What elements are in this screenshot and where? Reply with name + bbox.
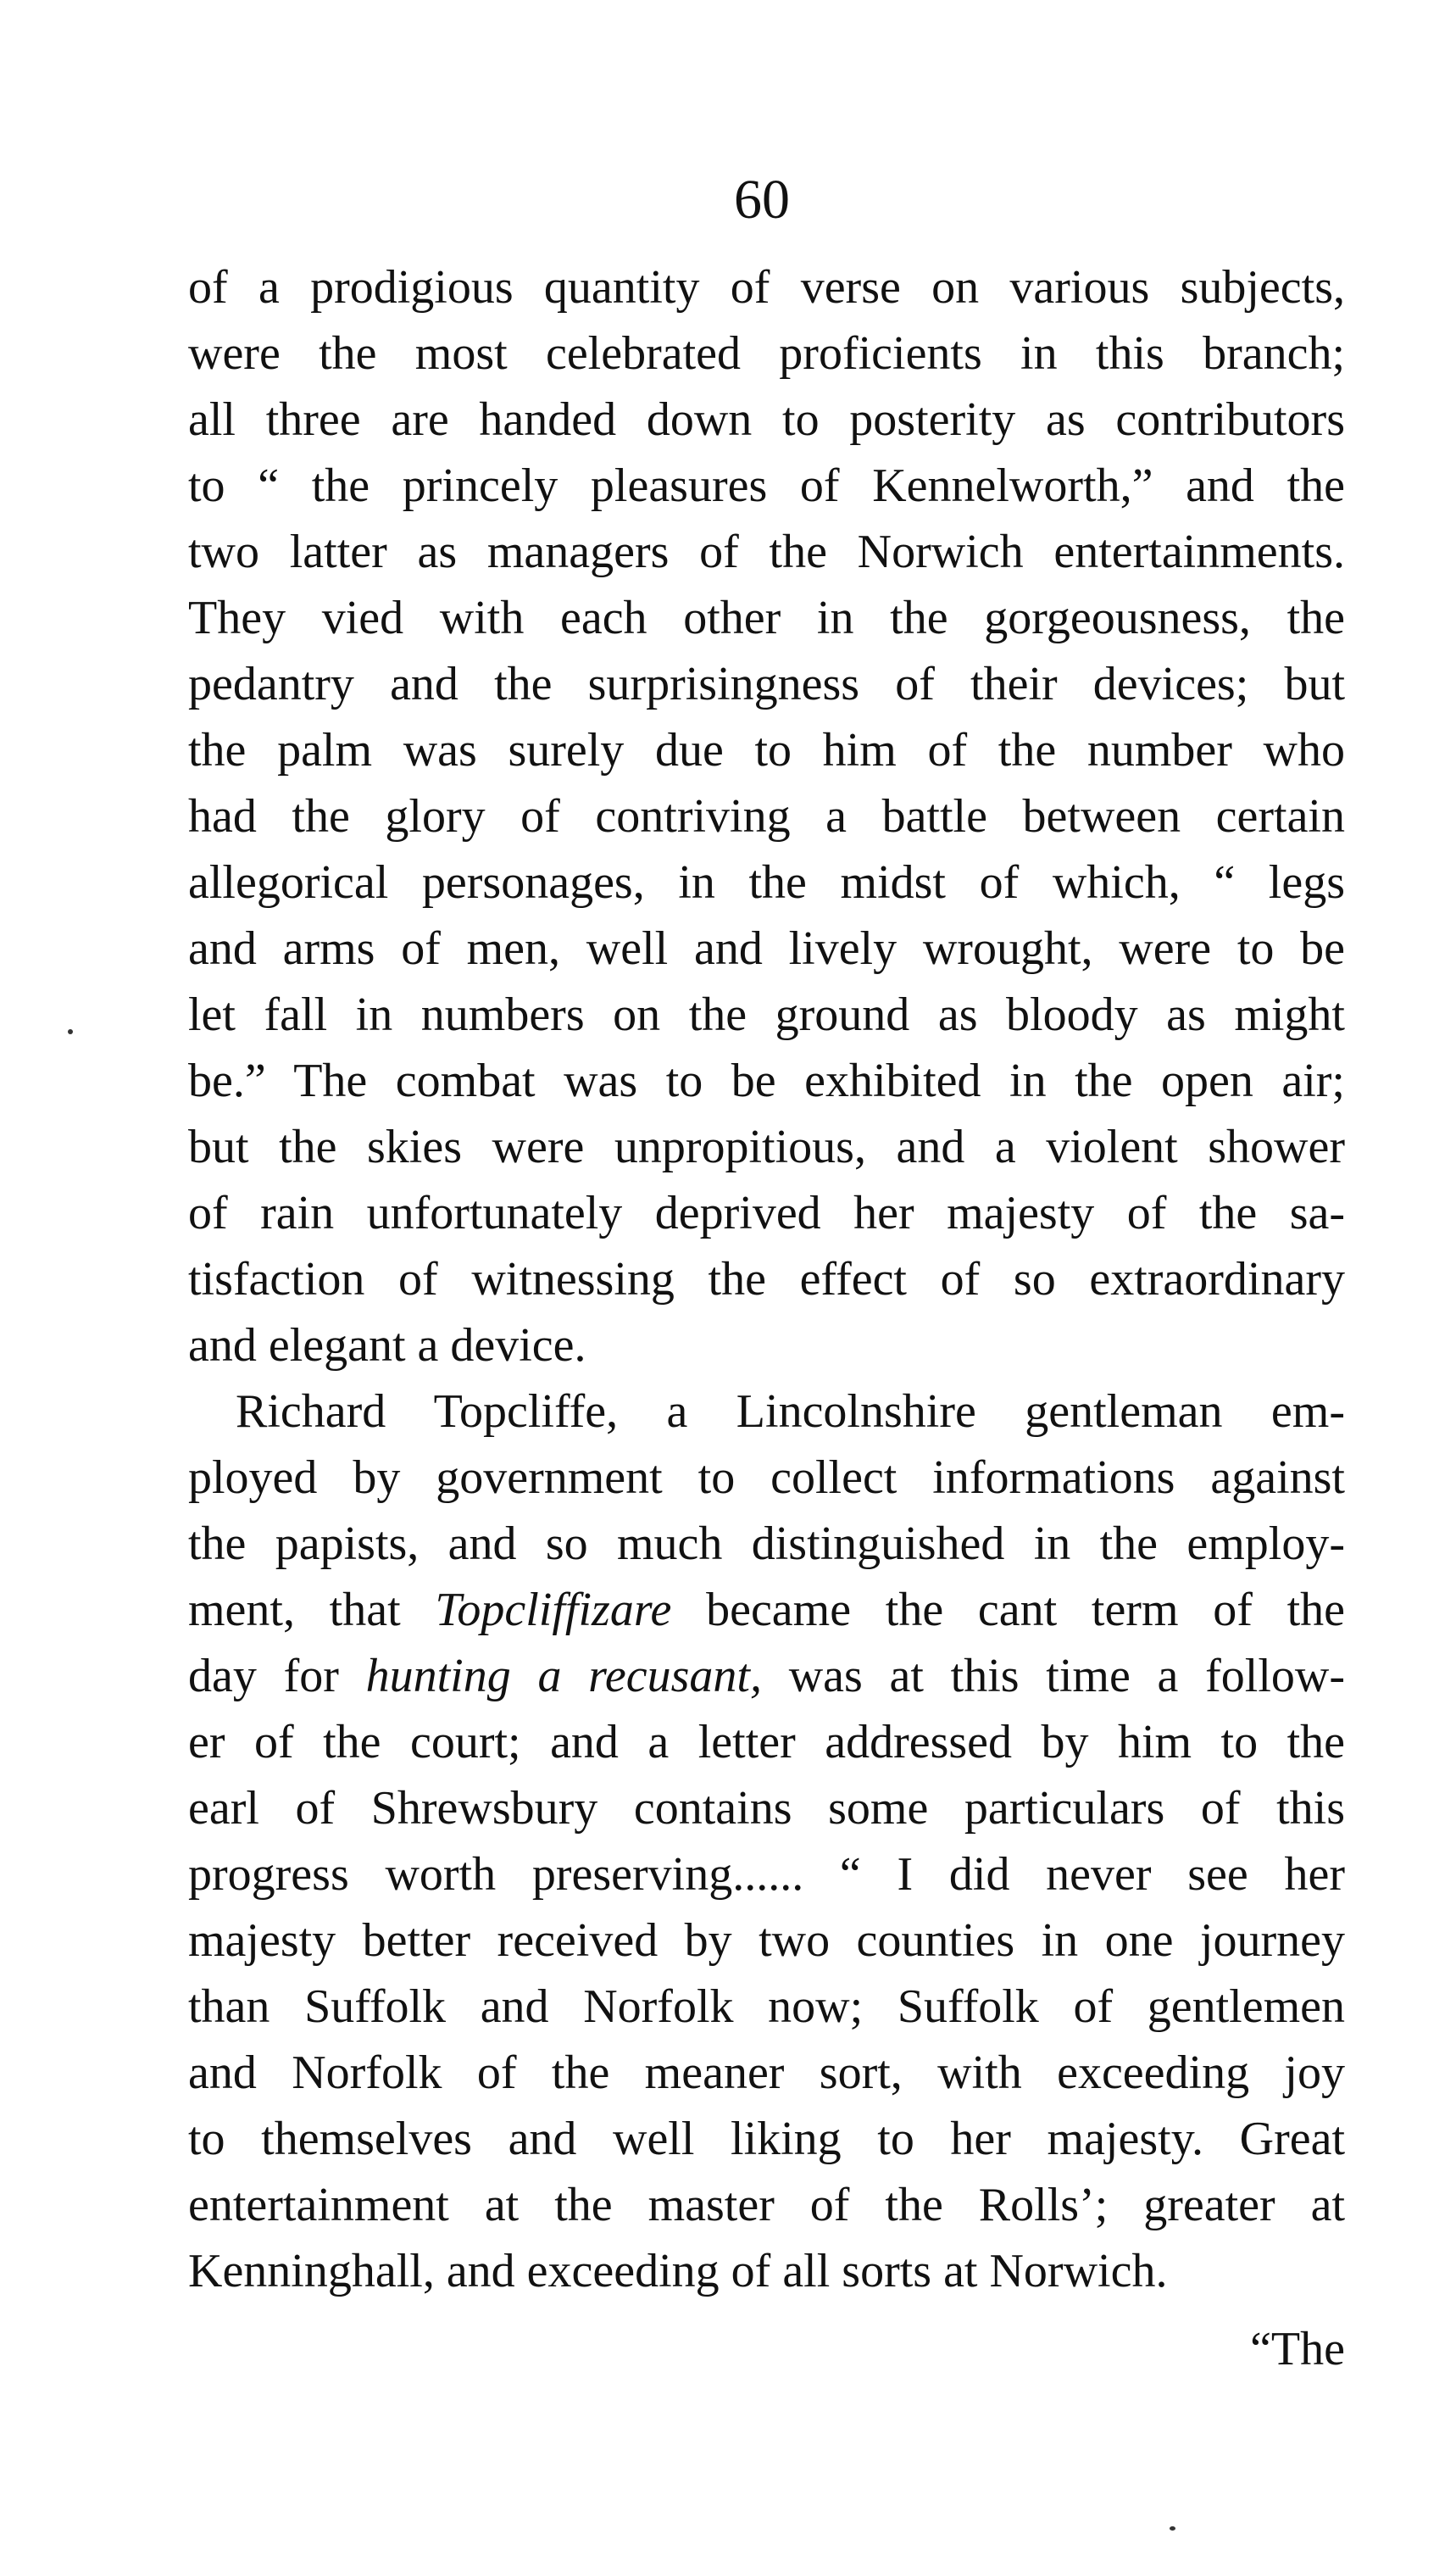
text-line: to themselves and well liking to her majesty. Great	[188, 2113, 1345, 2165]
text-line: to “ the princely pleasures of Kennelworth,” and the	[188, 459, 1345, 512]
text-line: entertainment at the master of the Rolls’; greater at	[188, 2179, 1345, 2231]
text-line: earl of Shrewsbury contains some particulars of this	[188, 1782, 1345, 1835]
text-line: the papists, and so much distinguished in the employ-	[188, 1517, 1345, 1570]
text-line: allegorical personages, in the midst of which, “ legs	[188, 856, 1345, 909]
line-text-after: became the cant term of the	[671, 1584, 1345, 1636]
text-line: two latter as managers of the Norwich entertainments.	[188, 526, 1345, 578]
text-line: let fall in numbers on the ground as bloody as might	[188, 988, 1345, 1041]
text-line: pedantry and the surprisingness of their devices; but	[188, 658, 1345, 710]
text-line: They vied with each other in the gorgeousness, the	[188, 592, 1345, 644]
text-line: ployed by government to collect informations against	[188, 1451, 1345, 1504]
text-line-with-italic	[188, 1577, 1345, 1643]
text-line: all three are handed down to posterity as contributors	[188, 393, 1345, 446]
text-line: and Norfolk of the meaner sort, with exceeding joy	[188, 2046, 1345, 2099]
text-line: the palm was surely due to him of the number who	[188, 724, 1345, 777]
text-line: than Suffolk and Norfolk now; Suffolk of gentlemen	[188, 1980, 1345, 2033]
paragraph-start-line: Richard Topcliffe, a Lincolnshire gentleman em-	[236, 1385, 1345, 1438]
text-line: be.” The combat was to be exhibited in the open air;	[188, 1055, 1345, 1107]
line-text-before: ment, that	[188, 1584, 436, 1636]
text-line: er of the court; and a letter addressed by him to the	[188, 1716, 1345, 1768]
ink-speck	[1170, 2526, 1175, 2531]
page-number: 60	[734, 169, 790, 231]
line-text-after: was at this time a follow-	[761, 1650, 1345, 1702]
text-line: of a prodigious quantity of verse on various subjects,	[188, 261, 1345, 314]
text-line: but the skies were unpropitious, and a violent shower	[188, 1121, 1345, 1173]
paragraph-end-line: and elegant a device.	[188, 1319, 586, 1372]
text-line: and arms of men, well and lively wrought, were to be	[188, 922, 1345, 975]
text-line: of rain unfortunately deprived her majesty of the sa-	[188, 1187, 1345, 1239]
italic-phrase: hunting a recusant,	[365, 1650, 762, 1702]
text-line-with-italic	[188, 1643, 1345, 1709]
text-line: were the most celebrated proficients in this branch;	[188, 327, 1345, 380]
italic-term: Topcliffizare	[435, 1584, 672, 1636]
catchword: “The	[1250, 2323, 1345, 2375]
ink-speck	[68, 1029, 73, 1034]
body-text	[188, 254, 1345, 2382]
text-line: tisfaction of witnessing the effect of so extraordinary	[188, 1253, 1345, 1306]
text-line: had the glory of contriving a battle between certain	[188, 790, 1345, 843]
line-text-before: day for	[188, 1650, 366, 1702]
text-line: progress worth preserving...... “ I did never see her	[188, 1848, 1345, 1901]
text-line: Kenninghall, and exceeding of all sorts at Norwich.	[188, 2245, 1168, 2297]
text-line: majesty better received by two counties in one journey	[188, 1914, 1345, 1967]
